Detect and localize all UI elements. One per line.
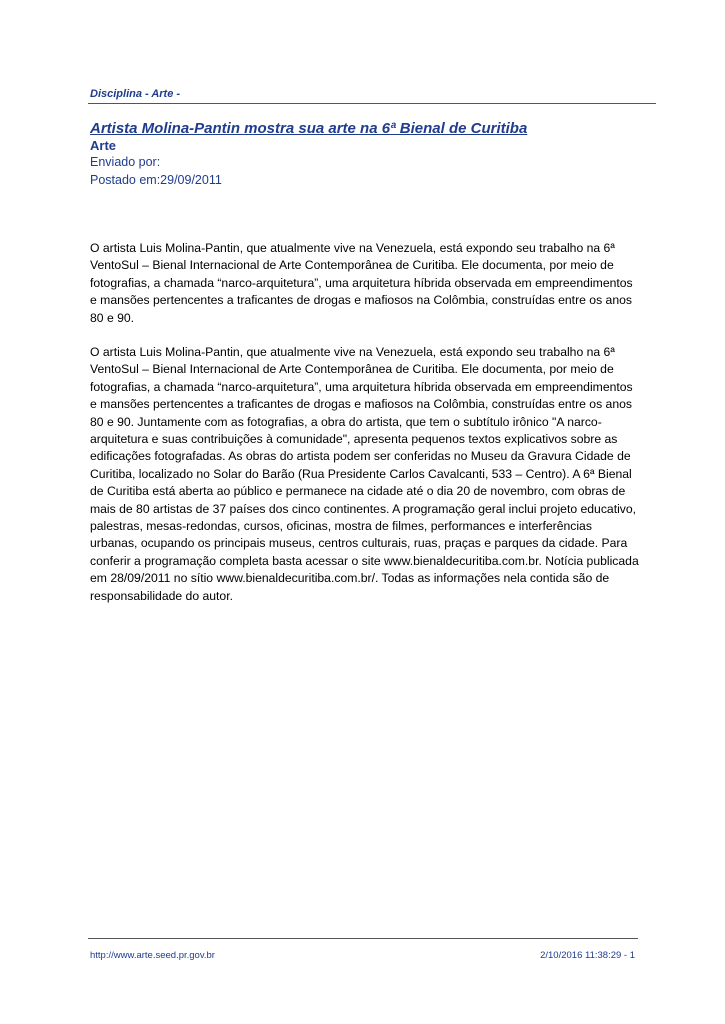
article-paragraph-2: O artista Luis Molina-Pantin, que atualmente vive na Venezuela, está expondo seu trabalho na 6ª VentoSul – Bienal Internacional de Arte Contemporânea de Curitiba. Ele documenta, por meio de fotografias, a chamada “narco-arquitetura”, uma arquitetura híbrida observada em empreendimentos e mansões pertencentes a traficantes de drogas e mafiosos na Colômbia, construídas entre os anos 80 e 90. Juntamente com as fotografias, a obra do artista, que tem o subtítulo irônico "A narco-arquitetura e suas contribuições à comunidade", apresenta pequenos textos explicativos sobre as edificações fotografadas. As obras do artista podem ser conferidas no Museu da Gravura Cidade de Curitiba, localizado no Solar do Barão (Rua Presidente Carlos Cavalcanti, 533 – Centro). A 6ª Bienal de Curitiba está aberta ao público e permanece na cidade até o dia 20 de novembro, com obras de mais de 80 artistas de 37 países dos cinco continentes. A programação geral inclui projeto educativo, palestras, mesas-redondas, cursos, oficinas, mostra de filmes, performances e interferências urbanas, ocupando os principais museus, centros culturais, ruas, praças e parques da cidade. Para conferir a programação completa basta acessar o site www.bienaldecuritiba.com.br. Notícia publicada em 28/09/2011 no sítio www.bienaldecuritiba.com.br/. Todas as informações nela contida são de responsabilidade do autor.	[90, 345, 639, 603]
footer-timestamp: 2/10/2016 11:38:29 - 1	[540, 950, 635, 961]
footer-url: http://www.arte.seed.pr.gov.br	[90, 950, 215, 961]
posted-date: Postado em:29/09/2011	[90, 173, 222, 187]
article-paragraph-1: O artista Luis Molina-Pantin, que atualmente vive na Venezuela, está expondo seu trabalho na 6ª VentoSul – Bienal Internacional de Arte Contemporânea de Curitiba. Ele documenta, por meio de fotografias, a chamada “narco-arquitetura”, uma arquitetura híbrida observada em empreendimentos e mansões pertencentes a traficantes de drogas e mafiosos na Colômbia, construídas entre os anos 80 e 90.	[90, 241, 633, 325]
breadcrumb: Disciplina - Arte -	[90, 88, 181, 100]
header-divider	[88, 103, 656, 104]
article-title-link[interactable]: Artista Molina-Pantin mostra sua arte na 6ª Bienal de Curitiba	[90, 120, 528, 137]
footer-divider	[88, 938, 638, 939]
sent-by-label: Enviado por:	[90, 155, 161, 169]
article-category: Arte	[90, 138, 117, 153]
